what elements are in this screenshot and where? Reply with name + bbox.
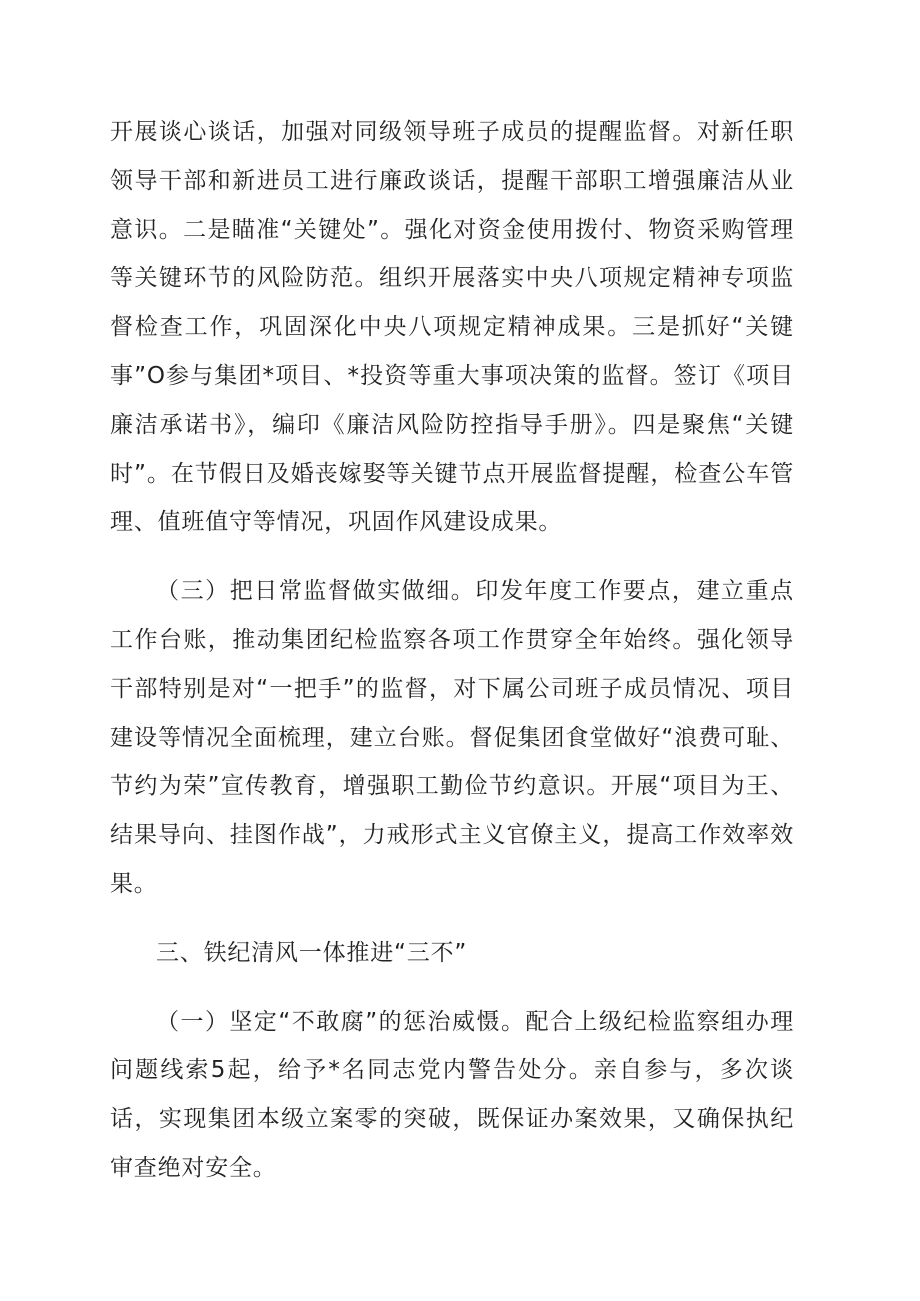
- paragraph-section-3: （三）把日常监督做实做细。印发年度工作要点，建立重点工作台账，推动集团纪检监察各项工作贯穿全年始终。强化领导干部特别是对“一把手”的监督，对下属公司班子成员情况、项目建设等情况全面梳理，建立台账。督促集团食堂做好“浪费可耻、节约为荣”宣传教育，增强职工勤俭节约意识。开展“项目为王、结果导向、挂图作战”，力戒形式主义官僚主义，提高工作效率效果。: [110, 578, 794, 897]
- paragraph-section-1: （一）坚定“不敢腐”的惩治威慑。配合上级纪检监察组办理问题线索5起，给予*名同志党内警告处分。亲自参与，多次谈话，实现集团本级立案零的突破，既保证办案效果，又确保执纪审查绝对安全。: [110, 1008, 794, 1181]
- document-body: [110, 108, 794, 1193]
- heading-iron-discipline: 三、铁纪清风一体推进“三不”: [156, 939, 468, 966]
- paragraph-continuation: 开展谈心谈话，加强对同级领导班子成员的提醒监督。对新任职领导干部和新进员工进行廉政谈话，提醒干部职工增强廉洁从业意识。二是瞄准“关键处”。强化对资金使用拨付、物资采购管理等关键环节的风险防范。组织开展落实中央八项规定精神专项监督检查工作，巩固深化中央八项规定精神成果。三是抓好“关键事”O参与集团*项目、*投资等重大事项决策的监督。签订《项目廉洁承诺书》，编印《廉洁风险防控指导手册》。四是聚焦“关键时”。在节假日及婚丧嫁娶等关键节点开展监督提醒，检查公车管理、值班值守等情况，巩固作风建设成果。: [110, 119, 794, 536]
